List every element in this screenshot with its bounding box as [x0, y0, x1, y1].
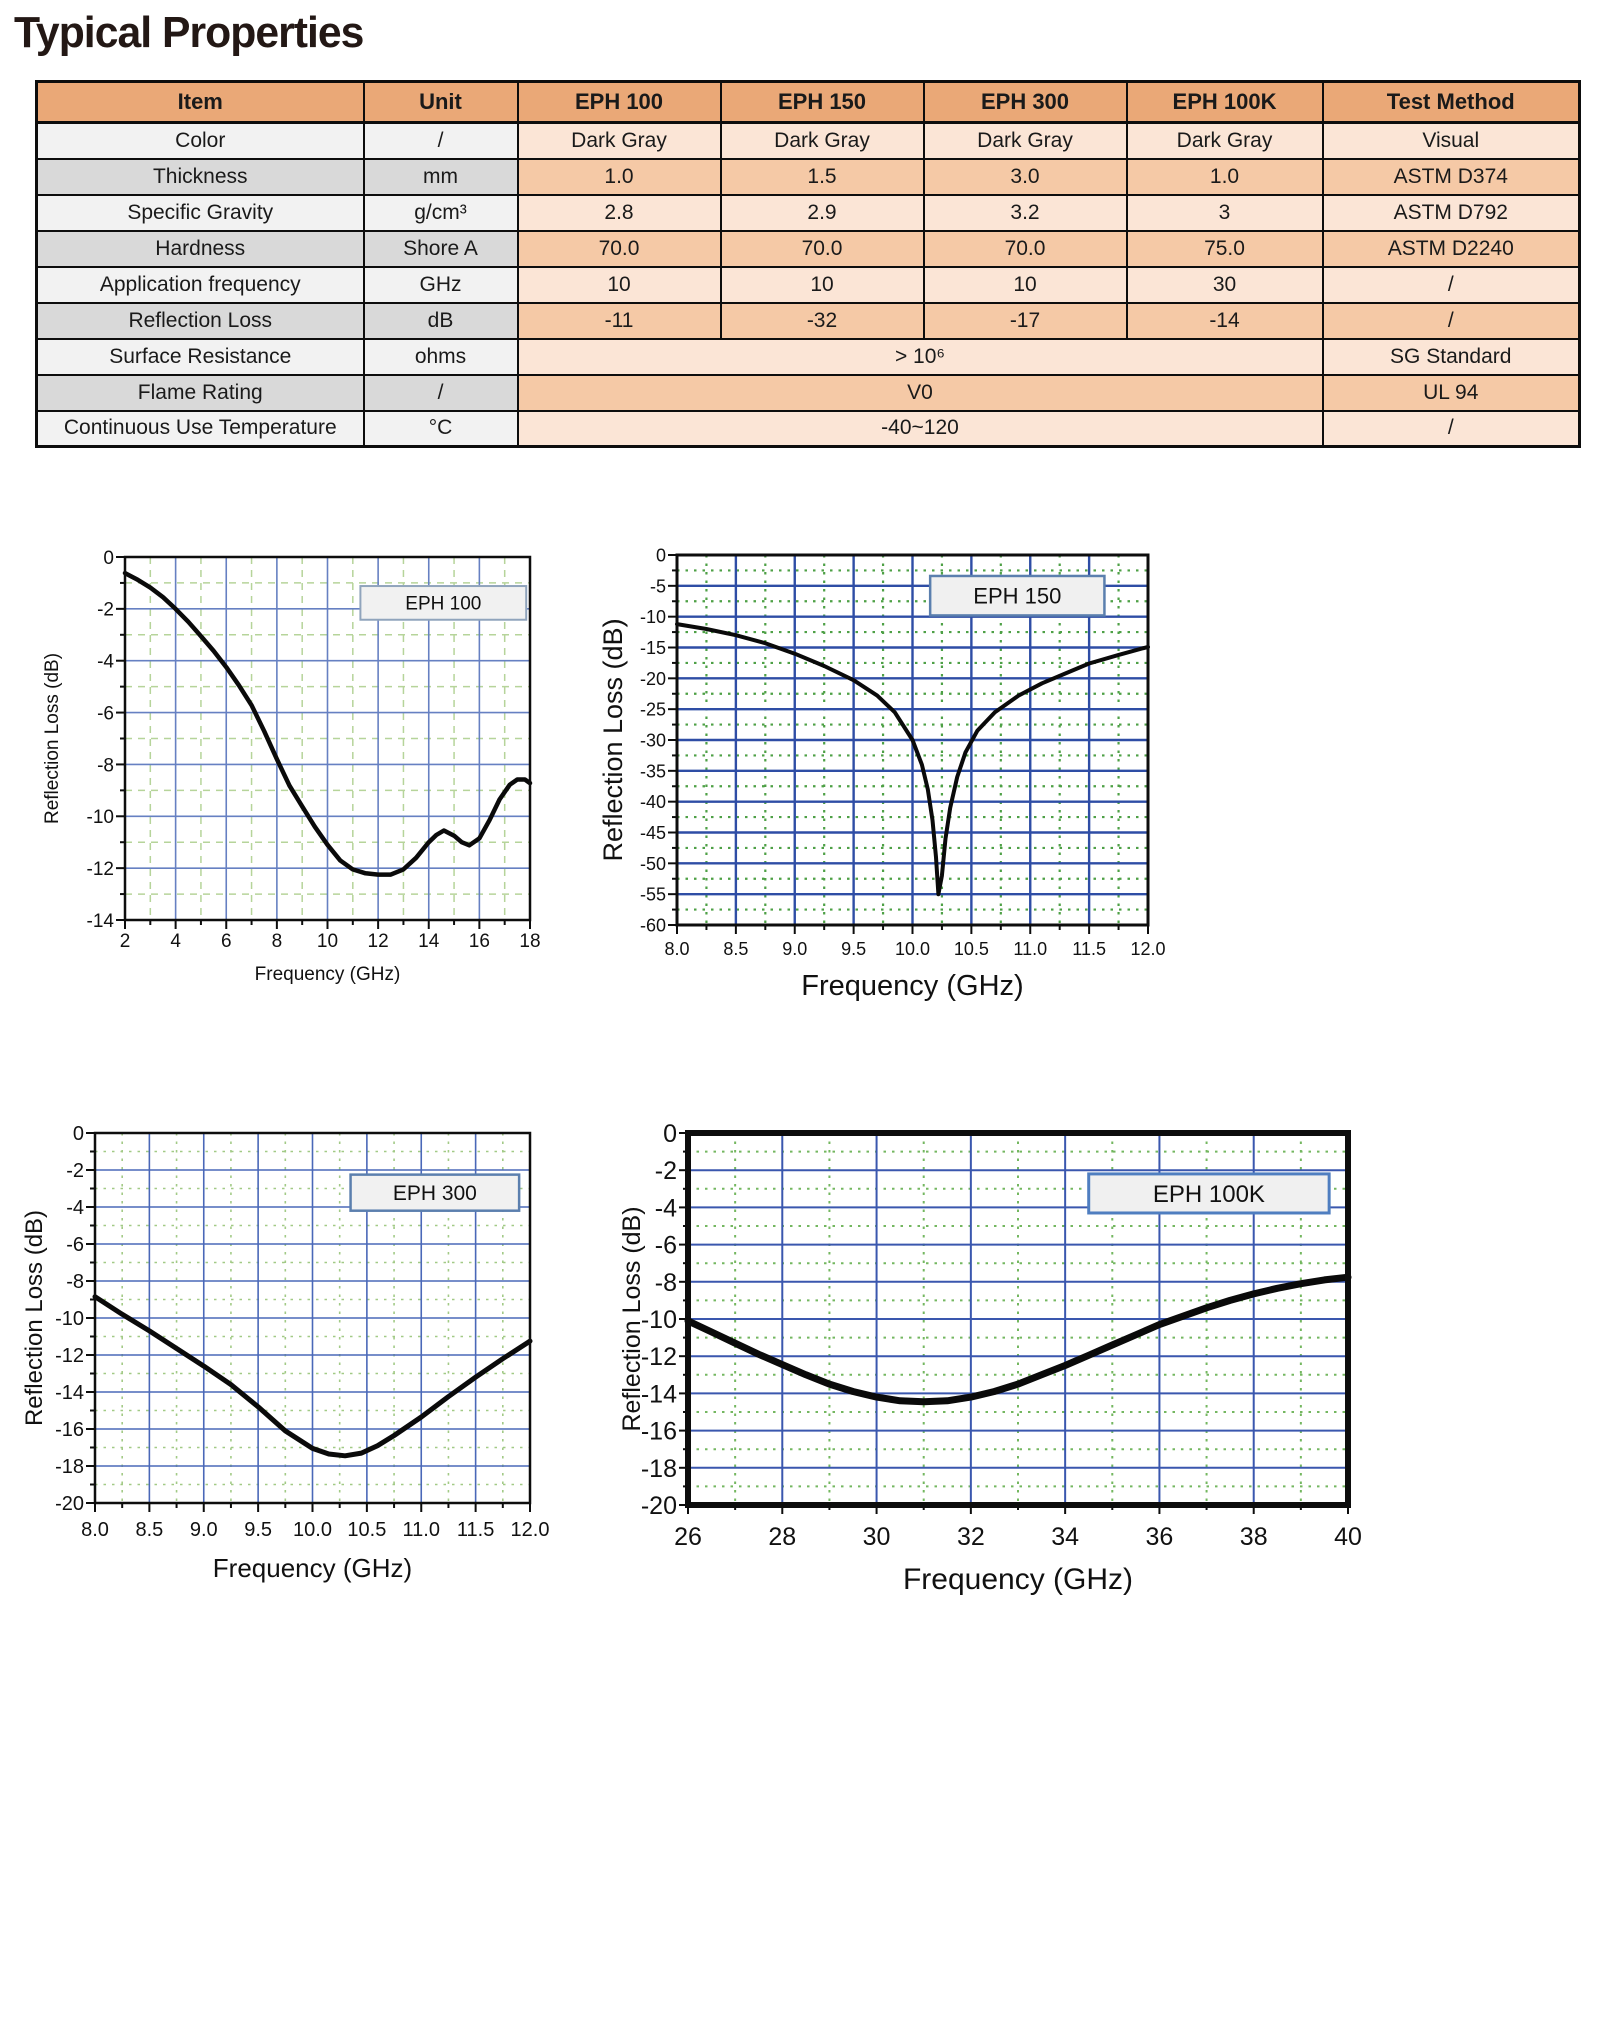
chart-legend-label: EPH 300: [392, 1182, 477, 1206]
y-tick-label: -10: [640, 1306, 677, 1334]
test-method-cell: ASTM D792: [1323, 195, 1580, 231]
chart-canvas-eph300: [20, 1108, 600, 1588]
table-row: [37, 303, 1580, 339]
y-tick-label: -2: [66, 1160, 84, 1183]
y-tick-label: -15: [639, 637, 666, 658]
x-tick-label: 10.0: [894, 939, 931, 959]
item-cell: Specific Gravity: [37, 195, 364, 231]
y-tick-label: -12: [640, 1343, 677, 1372]
value-cell-spanned: > 10⁶: [518, 339, 1323, 375]
x-tick-label: 4: [170, 931, 181, 952]
value-cell: 3.0: [924, 159, 1127, 195]
value-cell: 70.0: [924, 231, 1127, 267]
value-cell: 2.8: [518, 195, 721, 231]
x-tick-label: 26: [674, 1523, 702, 1551]
y-tick-label: -6: [654, 1231, 677, 1260]
y-tick-label: -4: [654, 1194, 677, 1223]
unit-cell: /: [364, 375, 518, 411]
x-tick-label: 12.0: [1130, 939, 1166, 959]
x-tick-label: 11.0: [402, 1519, 440, 1541]
x-axis-label: Frequency (GHz): [902, 1563, 1134, 1596]
value-cell: 70.0: [721, 231, 924, 267]
y-tick-label: -20: [55, 1493, 84, 1516]
x-tick-label: 8.0: [81, 1519, 109, 1541]
y-tick-label: -35: [639, 761, 666, 782]
y-tick-label: -16: [640, 1417, 677, 1446]
test-method-cell: ASTM D374: [1323, 159, 1580, 195]
x-axis-label: Frequency (GHz): [212, 1553, 413, 1583]
value-cell-spanned: V0: [518, 375, 1323, 411]
test-method-cell: /: [1323, 411, 1580, 447]
properties-table-body: [37, 123, 1580, 447]
x-tick-label: 36: [1145, 1523, 1174, 1551]
col-header-eph300: EPH 300: [924, 82, 1127, 123]
x-tick-label: 10.0: [293, 1519, 332, 1541]
x-tick-label: 8.5: [135, 1519, 164, 1541]
y-tick-label: -12: [86, 858, 114, 880]
x-tick-label: 9.0: [189, 1519, 218, 1541]
table-row: [37, 375, 1580, 411]
x-tick-label: 38: [1239, 1523, 1268, 1551]
x-tick-label: 9.0: [782, 939, 808, 959]
value-cell: 70.0: [518, 231, 721, 267]
value-cell: 1.0: [518, 159, 721, 195]
y-axis-label: Reflection Loss (dB): [618, 1206, 646, 1432]
value-cell: Dark Gray: [518, 123, 721, 159]
chart-eph150: [600, 530, 1200, 1030]
x-tick-label: 11.5: [456, 1519, 495, 1541]
x-tick-label: 9.5: [244, 1519, 273, 1541]
properties-table: [35, 80, 1581, 448]
col-header-eph150: EPH 150: [721, 82, 924, 123]
y-tick-label: -2: [654, 1157, 677, 1186]
y-tick-label: -20: [639, 668, 666, 689]
col-header-test-method: Test Method: [1323, 82, 1580, 123]
x-tick-label: 10.5: [347, 1519, 387, 1541]
y-axis-label: Reflection Loss (dB): [600, 618, 628, 862]
x-tick-label: 10: [316, 931, 339, 952]
item-cell: Surface Resistance: [37, 339, 364, 375]
value-cell: 1.5: [721, 159, 924, 195]
value-cell: 10: [924, 267, 1127, 303]
value-cell: -17: [924, 303, 1127, 339]
chart-legend-label: EPH 100: [405, 593, 482, 615]
table-row: [37, 339, 1580, 375]
x-tick-label: 10.5: [953, 939, 989, 959]
y-tick-label: 0: [72, 1123, 84, 1146]
y-tick-label: -5: [649, 576, 666, 597]
y-tick-label: -55: [639, 884, 666, 905]
chart-legend-label: EPH 150: [973, 583, 1062, 609]
value-cell-spanned: -40~120: [518, 411, 1323, 447]
col-header-eph100: EPH 100: [518, 82, 721, 123]
y-tick-label: -60: [639, 915, 666, 936]
test-method-cell: UL 94: [1323, 375, 1580, 411]
table-row: [37, 231, 1580, 267]
value-cell: 10: [721, 267, 924, 303]
test-method-cell: /: [1323, 267, 1580, 303]
value-cell: 2.9: [721, 195, 924, 231]
x-tick-label: 30: [862, 1523, 891, 1551]
x-tick-label: 8: [271, 931, 283, 952]
x-tick-label: 16: [468, 931, 490, 952]
y-tick-label: -40: [639, 792, 666, 813]
value-cell: 75.0: [1127, 231, 1323, 267]
y-tick-label: -18: [55, 1456, 84, 1479]
x-tick-label: 34: [1051, 1523, 1080, 1551]
value-cell: 1.0: [1127, 159, 1323, 195]
page-title: Typical Properties: [14, 8, 364, 57]
x-tick-label: 6: [220, 931, 232, 952]
unit-cell: GHz: [364, 267, 518, 303]
unit-cell: Shore A: [364, 231, 518, 267]
value-cell: 10: [518, 267, 721, 303]
x-tick-label: 32: [956, 1523, 985, 1551]
y-tick-label: 0: [103, 547, 114, 569]
y-tick-label: -6: [66, 1234, 84, 1257]
y-tick-label: -50: [639, 853, 666, 874]
x-tick-label: 8.0: [664, 939, 690, 959]
value-cell: Dark Gray: [924, 123, 1127, 159]
x-tick-label: 40: [1334, 1523, 1362, 1551]
item-cell: Hardness: [37, 231, 364, 267]
y-tick-label: -12: [55, 1345, 84, 1368]
y-tick-label: -14: [55, 1382, 84, 1405]
chart-canvas-eph150: [600, 530, 1200, 1030]
table-row: [37, 267, 1580, 303]
chart-legend-label: EPH 100K: [1152, 1181, 1265, 1209]
table-row: [37, 123, 1580, 159]
y-tick-label: -25: [639, 699, 666, 720]
y-axis-label: Reflection Loss (dB): [21, 1209, 48, 1427]
x-tick-label: 11.5: [1072, 939, 1106, 959]
item-cell: Thickness: [37, 159, 364, 195]
x-tick-label: 18: [519, 931, 541, 952]
item-cell: Flame Rating: [37, 375, 364, 411]
y-tick-label: -2: [97, 599, 114, 621]
y-tick-label: -45: [639, 822, 666, 843]
unit-cell: ohms: [364, 339, 518, 375]
y-tick-label: -10: [86, 807, 114, 829]
y-tick-label: -8: [66, 1271, 84, 1294]
test-method-cell: ASTM D2240: [1323, 231, 1580, 267]
x-tick-label: 2: [119, 931, 131, 952]
unit-cell: g/cm³: [364, 195, 518, 231]
y-tick-label: -4: [97, 651, 114, 673]
chart-eph300: [20, 1108, 600, 1588]
y-tick-label: 0: [655, 545, 666, 566]
y-tick-label: -16: [55, 1419, 84, 1442]
item-cell: Reflection Loss: [37, 303, 364, 339]
x-axis-label: Frequency (GHz): [801, 970, 1024, 1002]
y-tick-label: -18: [640, 1454, 677, 1483]
y-tick-label: -10: [639, 607, 666, 628]
value-cell: -11: [518, 303, 721, 339]
y-axis-label: Reflection Loss (dB): [42, 652, 63, 825]
x-tick-label: 12: [367, 931, 389, 952]
table-row: [37, 195, 1580, 231]
value-cell: 3.2: [924, 195, 1127, 231]
value-cell: Dark Gray: [1127, 123, 1323, 159]
x-tick-label: 11.0: [1013, 939, 1048, 959]
test-method-cell: SG Standard: [1323, 339, 1580, 375]
chart-eph100: [20, 532, 600, 1012]
item-cell: Continuous Use Temperature: [37, 411, 364, 447]
unit-cell: /: [364, 123, 518, 159]
x-tick-label: 12.0: [510, 1519, 550, 1541]
col-header-item: Item: [37, 82, 364, 123]
value-cell: 30: [1127, 267, 1323, 303]
y-tick-label: -6: [97, 703, 114, 725]
x-tick-label: 28: [768, 1523, 797, 1551]
y-tick-label: -14: [640, 1380, 677, 1409]
y-tick-label: -30: [639, 730, 666, 751]
unit-cell: mm: [364, 159, 518, 195]
y-tick-label: -4: [66, 1197, 84, 1220]
col-header-unit: Unit: [364, 82, 518, 123]
x-tick-label: 8.5: [723, 939, 749, 959]
y-tick-label: 0: [663, 1120, 677, 1148]
chart-canvas-eph100k: [600, 1108, 1390, 1608]
x-tick-label: 14: [418, 931, 440, 952]
col-header-eph100k: EPH 100K: [1127, 82, 1323, 123]
value-cell: Dark Gray: [721, 123, 924, 159]
chart-canvas-eph100: [20, 532, 600, 1012]
chart-eph100k: [600, 1108, 1390, 1608]
x-axis-label: Frequency (GHz): [254, 964, 401, 985]
y-tick-label: -8: [654, 1268, 677, 1297]
test-method-cell: /: [1323, 303, 1580, 339]
y-tick-label: -20: [640, 1492, 677, 1520]
y-tick-label: -14: [86, 910, 114, 932]
value-cell: 3: [1127, 195, 1323, 231]
x-tick-label: 9.5: [841, 939, 867, 959]
value-cell: -14: [1127, 303, 1323, 339]
item-cell: Color: [37, 123, 364, 159]
table-row: [37, 411, 1580, 447]
y-tick-label: -10: [55, 1308, 84, 1331]
unit-cell: °C: [364, 411, 518, 447]
value-cell: -32: [721, 303, 924, 339]
test-method-cell: Visual: [1323, 123, 1580, 159]
table-header-row: [37, 82, 1580, 123]
table-row: [37, 159, 1580, 195]
item-cell: Application frequency: [37, 267, 364, 303]
y-tick-label: -8: [97, 755, 114, 777]
unit-cell: dB: [364, 303, 518, 339]
